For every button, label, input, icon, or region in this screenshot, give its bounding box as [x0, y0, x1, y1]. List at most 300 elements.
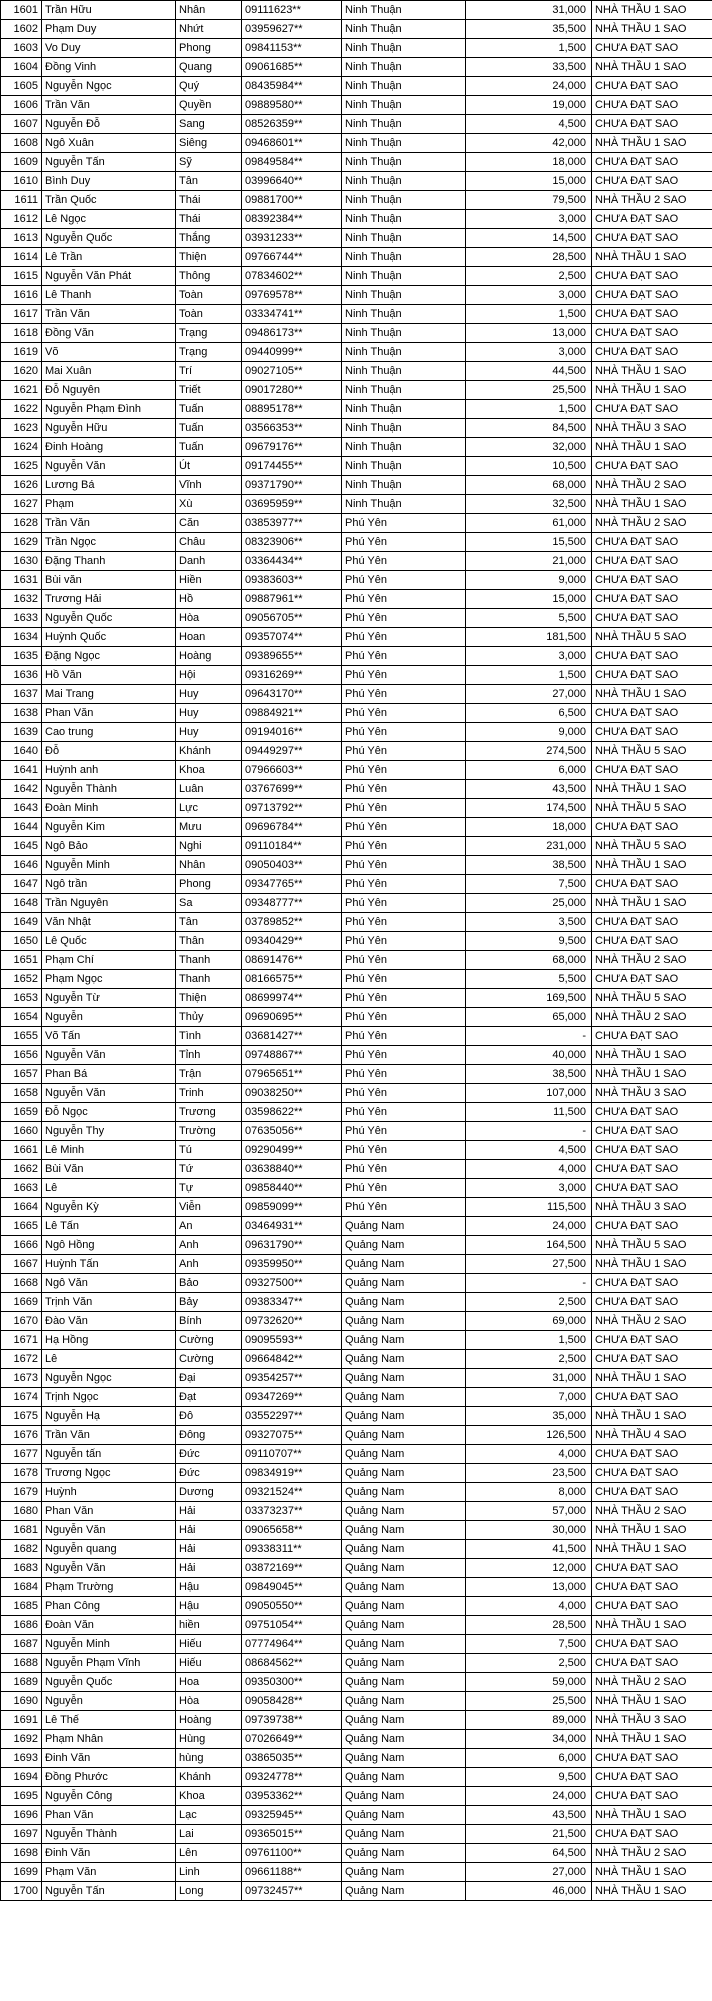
- phone-cell: 09050550**: [242, 1597, 342, 1616]
- last-name-cell: Đào Văn: [42, 1312, 176, 1331]
- province-cell: Quảng Nam: [342, 1578, 466, 1597]
- table-row: [1, 818, 712, 837]
- rank-cell: CHƯA ĐẠT SAO: [592, 1578, 712, 1597]
- province-cell: Phú Yên: [342, 1103, 466, 1122]
- row-number: 1693: [1, 1749, 42, 1768]
- last-name-cell: Đoàn Văn: [42, 1616, 176, 1635]
- first-name-cell: Thủy: [176, 1008, 242, 1027]
- province-cell: Quảng Nam: [342, 1787, 466, 1806]
- row-number: 1664: [1, 1198, 42, 1217]
- province-cell: Quảng Nam: [342, 1597, 466, 1616]
- province-cell: Quảng Nam: [342, 1255, 466, 1274]
- phone-cell: 09884921**: [242, 704, 342, 723]
- province-cell: Phú Yên: [342, 514, 466, 533]
- first-name-cell: hiền: [176, 1616, 242, 1635]
- province-cell: Ninh Thuận: [342, 419, 466, 438]
- rank-cell: NHÀ THẦU 2 SAO: [592, 1502, 712, 1521]
- amount-cell: 27,500: [466, 1255, 592, 1274]
- row-number: 1648: [1, 894, 42, 913]
- row-number: 1641: [1, 761, 42, 780]
- last-name-cell: Lê Quốc: [42, 932, 176, 951]
- first-name-cell: Cường: [176, 1331, 242, 1350]
- phone-cell: 09679176**: [242, 438, 342, 457]
- first-name-cell: Hòa: [176, 1692, 242, 1711]
- rank-cell: CHƯA ĐẠT SAO: [592, 1483, 712, 1502]
- phone-cell: 09887961**: [242, 590, 342, 609]
- rank-cell: CHƯA ĐẠT SAO: [592, 210, 712, 229]
- table-row: [1, 533, 712, 552]
- province-cell: Ninh Thuận: [342, 39, 466, 58]
- last-name-cell: Nguyễn Quốc: [42, 229, 176, 248]
- table-row: [1, 1179, 712, 1198]
- last-name-cell: Nguyễn Từ: [42, 989, 176, 1008]
- phone-cell: 08435984**: [242, 77, 342, 96]
- rank-cell: NHÀ THẦU 1 SAO: [592, 894, 712, 913]
- last-name-cell: Hạ Hồng: [42, 1331, 176, 1350]
- first-name-cell: Tứ: [176, 1160, 242, 1179]
- province-cell: Quảng Nam: [342, 1407, 466, 1426]
- amount-cell: 7,000: [466, 1388, 592, 1407]
- table-row: [1, 248, 712, 267]
- row-number: 1639: [1, 723, 42, 742]
- rank-cell: CHƯA ĐẠT SAO: [592, 1141, 712, 1160]
- rank-cell: CHƯA ĐẠT SAO: [592, 1027, 712, 1046]
- province-cell: Quảng Nam: [342, 1312, 466, 1331]
- row-number: 1653: [1, 989, 42, 1008]
- amount-cell: 9,000: [466, 723, 592, 742]
- row-number: 1692: [1, 1730, 42, 1749]
- rank-cell: CHƯA ĐẠT SAO: [592, 571, 712, 590]
- row-number: 1640: [1, 742, 42, 761]
- first-name-cell: Trinh: [176, 1084, 242, 1103]
- first-name-cell: Hội: [176, 666, 242, 685]
- phone-cell: 07966603**: [242, 761, 342, 780]
- rank-cell: NHÀ THẦU 1 SAO: [592, 1616, 712, 1635]
- table-row: [1, 552, 712, 571]
- row-number: 1632: [1, 590, 42, 609]
- phone-cell: 03681427**: [242, 1027, 342, 1046]
- table-row: [1, 96, 712, 115]
- province-cell: Quảng Nam: [342, 1749, 466, 1768]
- row-number: 1658: [1, 1084, 42, 1103]
- table-row: [1, 400, 712, 419]
- table-row: [1, 305, 712, 324]
- province-cell: Phú Yên: [342, 1179, 466, 1198]
- table-row: [1, 39, 712, 58]
- phone-cell: 09038250**: [242, 1084, 342, 1103]
- table-row: [1, 1274, 712, 1293]
- phone-cell: 09748867**: [242, 1046, 342, 1065]
- row-number: 1673: [1, 1369, 42, 1388]
- first-name-cell: Châu: [176, 533, 242, 552]
- row-number: 1650: [1, 932, 42, 951]
- phone-cell: 08699974**: [242, 989, 342, 1008]
- rank-cell: NHÀ THẦU 5 SAO: [592, 989, 712, 1008]
- rank-cell: CHƯA ĐẠT SAO: [592, 305, 712, 324]
- amount-cell: 1,500: [466, 666, 592, 685]
- rank-cell: CHƯA ĐẠT SAO: [592, 970, 712, 989]
- last-name-cell: Ngô Bảo: [42, 837, 176, 856]
- rank-cell: CHƯA ĐẠT SAO: [592, 1388, 712, 1407]
- amount-cell: 24,000: [466, 1217, 592, 1236]
- rank-cell: NHÀ THẦU 1 SAO: [592, 438, 712, 457]
- table-row: [1, 1046, 712, 1065]
- province-cell: Phú Yên: [342, 723, 466, 742]
- province-cell: Quảng Nam: [342, 1559, 466, 1578]
- last-name-cell: Trần Nguyên: [42, 894, 176, 913]
- table-row: [1, 1749, 712, 1768]
- province-cell: Ninh Thuận: [342, 286, 466, 305]
- phone-cell: 03996640**: [242, 172, 342, 191]
- phone-cell: 08895178**: [242, 400, 342, 419]
- first-name-cell: Lực: [176, 799, 242, 818]
- phone-cell: 09631790**: [242, 1236, 342, 1255]
- province-cell: Ninh Thuận: [342, 400, 466, 419]
- first-name-cell: Luân: [176, 780, 242, 799]
- first-name-cell: Lai: [176, 1825, 242, 1844]
- last-name-cell: Nguyễn: [42, 1692, 176, 1711]
- phone-cell: 03598622**: [242, 1103, 342, 1122]
- last-name-cell: Nguyễn Kỳ: [42, 1198, 176, 1217]
- table-row: [1, 1692, 712, 1711]
- rank-cell: CHƯA ĐẠT SAO: [592, 1103, 712, 1122]
- amount-cell: 13,000: [466, 1578, 592, 1597]
- row-number: 1631: [1, 571, 42, 590]
- row-number: 1642: [1, 780, 42, 799]
- first-name-cell: Trí: [176, 362, 242, 381]
- amount-cell: 31,000: [466, 1369, 592, 1388]
- phone-cell: 09889580**: [242, 96, 342, 115]
- row-number: 1601: [1, 1, 42, 20]
- row-number: 1651: [1, 951, 42, 970]
- last-name-cell: Nguyễn Thy: [42, 1122, 176, 1141]
- amount-cell: 41,500: [466, 1540, 592, 1559]
- last-name-cell: Nguyễn Đỗ: [42, 115, 176, 134]
- province-cell: Ninh Thuận: [342, 305, 466, 324]
- rank-cell: CHƯA ĐẠT SAO: [592, 818, 712, 837]
- first-name-cell: Thái: [176, 210, 242, 229]
- last-name-cell: Mai Xuân: [42, 362, 176, 381]
- phone-cell: 09348777**: [242, 894, 342, 913]
- last-name-cell: Ngô Văn: [42, 1274, 176, 1293]
- table-row: [1, 761, 712, 780]
- phone-cell: 09365015**: [242, 1825, 342, 1844]
- phone-cell: 07635056**: [242, 1122, 342, 1141]
- phone-cell: 09194016**: [242, 723, 342, 742]
- last-name-cell: Đỗ: [42, 742, 176, 761]
- table-row: [1, 134, 712, 153]
- province-cell: Quảng Nam: [342, 1293, 466, 1312]
- last-name-cell: Huỳnh: [42, 1483, 176, 1502]
- first-name-cell: Thắng: [176, 229, 242, 248]
- phone-cell: 09664842**: [242, 1350, 342, 1369]
- last-name-cell: Phan Bá: [42, 1065, 176, 1084]
- last-name-cell: Nguyễn Văn: [42, 1046, 176, 1065]
- amount-cell: 107,000: [466, 1084, 592, 1103]
- table-row: [1, 628, 712, 647]
- row-number: 1615: [1, 267, 42, 286]
- phone-cell: 09357074**: [242, 628, 342, 647]
- province-cell: Ninh Thuận: [342, 438, 466, 457]
- amount-cell: 21,000: [466, 552, 592, 571]
- province-cell: Phú Yên: [342, 609, 466, 628]
- table-row: [1, 1863, 712, 1882]
- rank-cell: NHÀ THẦU 1 SAO: [592, 856, 712, 875]
- table-row: [1, 780, 712, 799]
- amount-cell: 30,000: [466, 1521, 592, 1540]
- rank-cell: NHÀ THẦU 5 SAO: [592, 837, 712, 856]
- phone-cell: 09751054**: [242, 1616, 342, 1635]
- table-row: [1, 742, 712, 761]
- rank-cell: NHÀ THẦU 1 SAO: [592, 58, 712, 77]
- table-row: [1, 286, 712, 305]
- rank-cell: CHƯA ĐẠT SAO: [592, 1787, 712, 1806]
- last-name-cell: Mai Trang: [42, 685, 176, 704]
- row-number: 1647: [1, 875, 42, 894]
- amount-cell: 3,000: [466, 286, 592, 305]
- province-cell: Phú Yên: [342, 799, 466, 818]
- rank-cell: NHÀ THẦU 2 SAO: [592, 1673, 712, 1692]
- table-row: [1, 1730, 712, 1749]
- table-row: [1, 1882, 712, 1901]
- table-row: [1, 609, 712, 628]
- amount-cell: 25,000: [466, 894, 592, 913]
- last-name-cell: Phan Văn: [42, 704, 176, 723]
- first-name-cell: Hoan: [176, 628, 242, 647]
- amount-cell: 3,000: [466, 210, 592, 229]
- phone-cell: 03872169**: [242, 1559, 342, 1578]
- phone-cell: 09340429**: [242, 932, 342, 951]
- amount-cell: 84,500: [466, 419, 592, 438]
- first-name-cell: Lạc: [176, 1806, 242, 1825]
- last-name-cell: Huỳnh anh: [42, 761, 176, 780]
- rank-cell: CHƯA ĐẠT SAO: [592, 1350, 712, 1369]
- table-row: [1, 951, 712, 970]
- phone-cell: 08392384**: [242, 210, 342, 229]
- amount-cell: 59,000: [466, 1673, 592, 1692]
- last-name-cell: Nguyễn Văn: [42, 1084, 176, 1103]
- row-number: 1671: [1, 1331, 42, 1350]
- row-number: 1606: [1, 96, 42, 115]
- amount-cell: 38,500: [466, 856, 592, 875]
- first-name-cell: Lên: [176, 1844, 242, 1863]
- amount-cell: 1,500: [466, 400, 592, 419]
- rank-cell: CHƯA ĐẠT SAO: [592, 96, 712, 115]
- phone-cell: 03865035**: [242, 1749, 342, 1768]
- row-number: 1695: [1, 1787, 42, 1806]
- table-row: [1, 1388, 712, 1407]
- last-name-cell: Trần Văn: [42, 96, 176, 115]
- province-cell: Phú Yên: [342, 628, 466, 647]
- phone-cell: 09324778**: [242, 1768, 342, 1787]
- amount-cell: 15,000: [466, 590, 592, 609]
- last-name-cell: Phan Văn: [42, 1502, 176, 1521]
- amount-cell: 42,000: [466, 134, 592, 153]
- last-name-cell: Nguyễn Văn: [42, 1559, 176, 1578]
- table-row: [1, 1293, 712, 1312]
- first-name-cell: Quyền: [176, 96, 242, 115]
- amount-cell: 126,500: [466, 1426, 592, 1445]
- amount-cell: 25,500: [466, 381, 592, 400]
- rank-cell: CHƯA ĐẠT SAO: [592, 1331, 712, 1350]
- amount-cell: 115,500: [466, 1198, 592, 1217]
- phone-cell: 07834602**: [242, 267, 342, 286]
- province-cell: Phú Yên: [342, 590, 466, 609]
- rank-cell: NHÀ THẦU 1 SAO: [592, 1692, 712, 1711]
- first-name-cell: Hòa: [176, 609, 242, 628]
- phone-cell: 03566353**: [242, 419, 342, 438]
- row-number: 1681: [1, 1521, 42, 1540]
- last-name-cell: Đinh Văn: [42, 1749, 176, 1768]
- last-name-cell: Nguyễn Công: [42, 1787, 176, 1806]
- phone-cell: 09732620**: [242, 1312, 342, 1331]
- province-cell: Ninh Thuận: [342, 134, 466, 153]
- first-name-cell: Bính: [176, 1312, 242, 1331]
- first-name-cell: Út: [176, 457, 242, 476]
- province-cell: Quảng Nam: [342, 1521, 466, 1540]
- row-number: 1672: [1, 1350, 42, 1369]
- last-name-cell: Hồ Văn: [42, 666, 176, 685]
- last-name-cell: Trương Ngọc: [42, 1464, 176, 1483]
- first-name-cell: Huy: [176, 704, 242, 723]
- rank-cell: CHƯA ĐẠT SAO: [592, 913, 712, 932]
- amount-cell: 21,500: [466, 1825, 592, 1844]
- phone-cell: 03767699**: [242, 780, 342, 799]
- province-cell: Ninh Thuận: [342, 96, 466, 115]
- rank-cell: NHÀ THẦU 1 SAO: [592, 780, 712, 799]
- amount-cell: 44,500: [466, 362, 592, 381]
- row-number: 1669: [1, 1293, 42, 1312]
- phone-cell: 09017280**: [242, 381, 342, 400]
- phone-cell: 09050403**: [242, 856, 342, 875]
- amount-cell: 2,500: [466, 1350, 592, 1369]
- first-name-cell: Hồ: [176, 590, 242, 609]
- first-name-cell: Hải: [176, 1521, 242, 1540]
- phone-cell: 09110707**: [242, 1445, 342, 1464]
- province-cell: Quảng Nam: [342, 1635, 466, 1654]
- row-number: 1659: [1, 1103, 42, 1122]
- province-cell: Ninh Thuận: [342, 343, 466, 362]
- amount-cell: 15,500: [466, 533, 592, 552]
- phone-cell: 09111623**: [242, 1, 342, 20]
- table-row: [1, 894, 712, 913]
- last-name-cell: Võ: [42, 343, 176, 362]
- amount-cell: 2,500: [466, 1293, 592, 1312]
- first-name-cell: Bảy: [176, 1293, 242, 1312]
- first-name-cell: Xù: [176, 495, 242, 514]
- row-number: 1645: [1, 837, 42, 856]
- last-name-cell: Nguyễn Văn: [42, 457, 176, 476]
- amount-cell: 14,500: [466, 229, 592, 248]
- first-name-cell: Tân: [176, 172, 242, 191]
- amount-cell: 38,500: [466, 1065, 592, 1084]
- last-name-cell: Phan Văn: [42, 1806, 176, 1825]
- row-number: 1635: [1, 647, 42, 666]
- table-row: [1, 438, 712, 457]
- last-name-cell: Nguyễn Quốc: [42, 1673, 176, 1692]
- last-name-cell: Lê: [42, 1179, 176, 1198]
- last-name-cell: Võ Tấn: [42, 1027, 176, 1046]
- phone-cell: 07774964**: [242, 1635, 342, 1654]
- rank-cell: CHƯA ĐẠT SAO: [592, 875, 712, 894]
- phone-cell: 09383347**: [242, 1293, 342, 1312]
- last-name-cell: Đỗ Ngọc: [42, 1103, 176, 1122]
- row-number: 1661: [1, 1141, 42, 1160]
- first-name-cell: Nhứt: [176, 20, 242, 39]
- table-row: [1, 1597, 712, 1616]
- last-name-cell: Nguyễn: [42, 1008, 176, 1027]
- rank-cell: NHÀ THẦU 1 SAO: [592, 685, 712, 704]
- row-number: 1602: [1, 20, 42, 39]
- province-cell: Quảng Nam: [342, 1217, 466, 1236]
- province-cell: Phú Yên: [342, 761, 466, 780]
- row-number: 1625: [1, 457, 42, 476]
- first-name-cell: Thân: [176, 932, 242, 951]
- first-name-cell: Đức: [176, 1464, 242, 1483]
- first-name-cell: Bảo: [176, 1274, 242, 1293]
- province-cell: Ninh Thuận: [342, 324, 466, 343]
- rank-cell: NHÀ THẦU 1 SAO: [592, 1863, 712, 1882]
- rank-cell: CHƯA ĐẠT SAO: [592, 1179, 712, 1198]
- province-cell: Ninh Thuận: [342, 115, 466, 134]
- first-name-cell: Thiện: [176, 989, 242, 1008]
- phone-cell: 09696784**: [242, 818, 342, 837]
- province-cell: Phú Yên: [342, 856, 466, 875]
- first-name-cell: Thiện: [176, 248, 242, 267]
- rank-cell: CHƯA ĐẠT SAO: [592, 343, 712, 362]
- amount-cell: 57,000: [466, 1502, 592, 1521]
- phone-cell: 08691476**: [242, 951, 342, 970]
- first-name-cell: Anh: [176, 1236, 242, 1255]
- first-name-cell: Hậu: [176, 1597, 242, 1616]
- row-number: 1626: [1, 476, 42, 495]
- province-cell: Phú Yên: [342, 1141, 466, 1160]
- amount-cell: 24,000: [466, 77, 592, 96]
- amount-cell: 64,500: [466, 1844, 592, 1863]
- province-cell: Phú Yên: [342, 704, 466, 723]
- first-name-cell: An: [176, 1217, 242, 1236]
- province-cell: Ninh Thuận: [342, 58, 466, 77]
- amount-cell: -: [466, 1274, 592, 1293]
- row-number: 1623: [1, 419, 42, 438]
- last-name-cell: Nguyễn Phạm Vĩnh: [42, 1654, 176, 1673]
- phone-cell: 09841153**: [242, 39, 342, 58]
- rank-cell: CHƯA ĐẠT SAO: [592, 1122, 712, 1141]
- rank-cell: NHÀ THẦU 5 SAO: [592, 628, 712, 647]
- phone-cell: 07026649**: [242, 1730, 342, 1749]
- first-name-cell: Đạt: [176, 1388, 242, 1407]
- rank-cell: NHÀ THẦU 1 SAO: [592, 381, 712, 400]
- row-number: 1617: [1, 305, 42, 324]
- amount-cell: 231,000: [466, 837, 592, 856]
- rank-cell: CHƯA ĐẠT SAO: [592, 457, 712, 476]
- table-row: [1, 913, 712, 932]
- phone-cell: 09766744**: [242, 248, 342, 267]
- table-row: [1, 1635, 712, 1654]
- last-name-cell: Trịnh Ngọc: [42, 1388, 176, 1407]
- table-row: [1, 685, 712, 704]
- amount-cell: 89,000: [466, 1711, 592, 1730]
- first-name-cell: Hoàng: [176, 1711, 242, 1730]
- amount-cell: 23,500: [466, 1464, 592, 1483]
- province-cell: Phú Yên: [342, 552, 466, 571]
- first-name-cell: Đông: [176, 1426, 242, 1445]
- row-number: 1607: [1, 115, 42, 134]
- phone-cell: 03373237**: [242, 1502, 342, 1521]
- province-cell: Ninh Thuận: [342, 1, 466, 20]
- last-name-cell: Cao trung: [42, 723, 176, 742]
- first-name-cell: Đại: [176, 1369, 242, 1388]
